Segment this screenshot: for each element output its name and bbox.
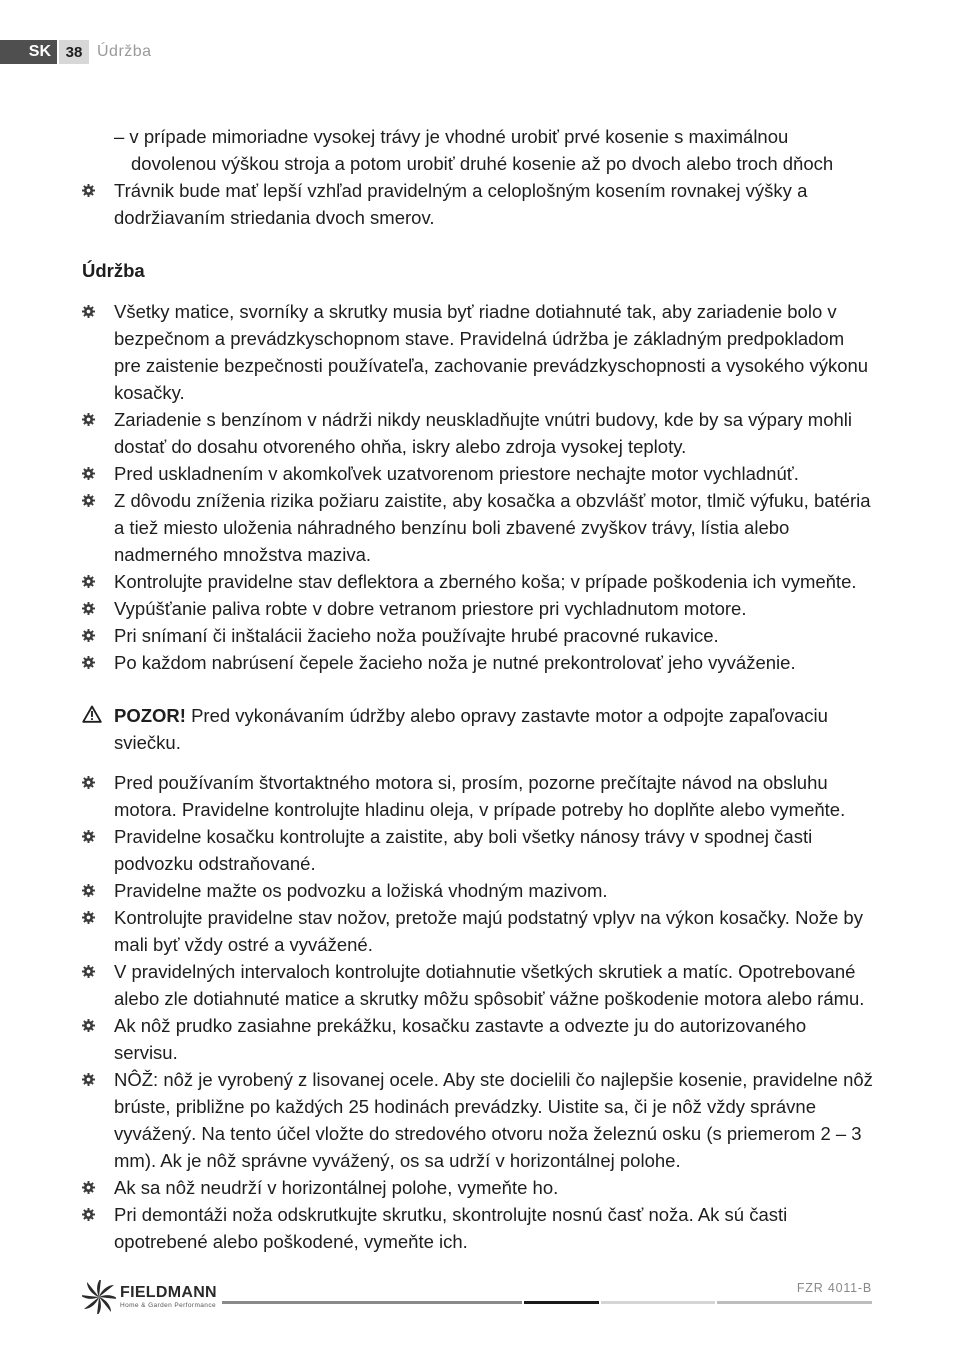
page-footer [0, 1278, 954, 1318]
warning-text: Pred vykonávaním údržby alebo opravy zastavte motor a odpojte zapaľovaciu sviečku. [114, 705, 828, 753]
list-item-text: Kontrolujte pravidelne stav deflektora a zberného koša; v prípade poškodenia ich vymeňte. [114, 571, 857, 592]
footer-rule [222, 1301, 522, 1304]
gear-bullet-icon [82, 911, 95, 924]
list-item [82, 622, 874, 649]
list-item [82, 406, 874, 460]
list-item-text: Po každom nabrúsení čepele žacieho noža je nutné prekontrolovať jeho vyváženie. [114, 652, 796, 673]
list-item-text: Pri snímaní či inštalácii žacieho noža používajte hrubé pracovné rukavice. [114, 625, 719, 646]
list-item [82, 1201, 874, 1255]
page-number: 38 [59, 40, 89, 64]
fan-logo-icon [82, 1280, 116, 1314]
list-item-text: V pravidelných intervaloch kontrolujte dotiahnutie všetkých skrutiek a matíc. Opotrebované alebo zle dotiahnuté matice a skrutky môžu spôsobiť vážne poškodenie motora alebo rámu. [114, 961, 865, 1009]
warning-note [82, 702, 874, 756]
language-badge: SK [0, 40, 57, 64]
list-item [82, 769, 874, 823]
page-content [82, 123, 874, 1255]
maintenance-list-a [82, 298, 874, 676]
section-title: Údržba [97, 43, 152, 60]
list-item [82, 177, 874, 231]
list-item-text: Vypúšťanie paliva robte v dobre vetranom priestore pri vychladnutom motore. [114, 598, 747, 619]
list-item [82, 1174, 874, 1201]
list-item-text: Ak sa nôž neudrží v horizontálnej polohe, vymeňte ho. [114, 1177, 559, 1198]
gear-bullet-icon [82, 776, 95, 789]
list-item-text: Všetky matice, svorníky a skrutky musia byť riadne dotiahnuté tak, aby zariadenie bolo v bezpečnom a prevádzkyschopnom stave. Pravidelná údržba je základným predpokladom pre zaistenie bezpečnosti používateľa, zachovanie prevádzkyschopnosti a vysokého výkonu kosačky. [114, 301, 869, 403]
brand-name: FIELDMANN [120, 1283, 217, 1301]
list-item-text: Pri demontáži noža odskrutkujte skrutku, skontrolujte nosnú časť noža. Ak sú časti opotrebené alebo poškodené, vymeňte ich. [114, 1204, 788, 1252]
warning-triangle-icon [82, 705, 102, 723]
gear-bullet-icon [82, 629, 95, 642]
footer-rule-light [717, 1301, 872, 1304]
section-heading: Údržba [82, 260, 145, 281]
gear-bullet-icon [82, 965, 95, 978]
gear-bullet-icon [82, 494, 95, 507]
model-number: FZR 4011-B [796, 1281, 872, 1295]
warning-label: POZOR! [114, 705, 186, 726]
page-header [0, 40, 152, 64]
list-item [82, 823, 874, 877]
list-item-text: Pravidelne kosačku kontrolujte a zaistite, aby boli všetky nánosy trávy v spodnej časti podvozku odstraňované. [114, 826, 813, 874]
list-item-text: Kontrolujte pravidelne stav nožov, pretože majú podstatný vplyv na výkon kosačky. Nože by mali byť vždy ostré a vyvážené. [114, 907, 863, 955]
list-item-text: Pred uskladnením v akomkoľvek uzatvorenom priestore nechajte motor vychladnúť. [114, 463, 799, 484]
list-item-text: Trávnik bude mať lepší vzhľad pravidelným a celoplošným kosením rovnakej výšky a dodržiavaním striedania dvoch smerov. [114, 180, 808, 228]
list-item [82, 568, 874, 595]
maintenance-list-b [82, 769, 874, 1255]
list-item [82, 298, 874, 406]
list-item [82, 460, 874, 487]
list-item-text: NÔŽ: nôž je vyrobený z lisovanej ocele. Aby ste docielili čo najlepšie kosenie, pravidelne nôž brúste, približne po každých 25 hodinách prevádzky. Uistite sa, či je nôž vždy správne vyvážený. Na tento účel vložte do stredového otvoru noža železnú osku (s priemerom 2 – 3 mm). Ak je nôž správne vyvážený, os sa udrží v horizontálnej polohe. [114, 1069, 873, 1171]
list-item-text: Zariadenie s benzínom v nádrži nikdy neuskladňujte vnútri budovy, kde by sa výpary mohli dostať do dosahu otvoreného ohňa, iskry alebo zdroja vysokej teploty. [114, 409, 852, 457]
list-item [82, 1066, 874, 1174]
gear-bullet-icon [82, 1019, 95, 1032]
gear-bullet-icon [82, 413, 95, 426]
list-item [82, 958, 874, 1012]
brand-tagline: Home & Garden Performance [120, 1301, 216, 1309]
list-item-text: Pred používaním štvortaktného motora si, prosím, pozorne prečítajte návod na obsluhu motora. Pravidelne kontrolujte hladinu oleja, v prípade potreby ho doplňte alebo vymeňte. [114, 772, 846, 820]
gear-bullet-icon [82, 1208, 95, 1221]
list-item [82, 487, 874, 568]
gear-bullet-icon [82, 305, 95, 318]
gear-bullet-icon [82, 184, 95, 197]
gear-bullet-icon [82, 467, 95, 480]
footer-rule-accent [524, 1301, 599, 1304]
list-item-text: Ak nôž prudko zasiahne prekážku, kosačku zastavte a odvezte ju do autorizovaného servisu. [114, 1015, 807, 1063]
list-item [82, 904, 874, 958]
list-item-text: Z dôvodu zníženia rizika požiaru zaistite, aby kosačka a obzvlášť motor, tlmič výfuku, batéria a tiež miesto uloženia náhradného benzínu boli zbavené zvyškov trávy, lístia alebo nadmerného množstva maziva. [114, 490, 871, 565]
list-item [82, 1012, 874, 1066]
intro-dash-item: – v prípade mimoriadne vysokej trávy je vhodné urobiť prvé kosenie s maximálnou dovolenou výškou stroja a potom urobiť druhé kosenie až po dvoch alebo troch dňoch [114, 126, 834, 174]
gear-bullet-icon [82, 575, 95, 588]
list-item [82, 595, 874, 622]
list-item-text: Pravidelne mažte os podvozku a ložiská vhodným mazivom. [114, 880, 608, 901]
gear-bullet-icon [82, 830, 95, 843]
footer-rule-light [601, 1301, 715, 1304]
gear-bullet-icon [82, 1073, 95, 1086]
gear-bullet-icon [82, 602, 95, 615]
brand-logo [82, 1280, 217, 1314]
list-item [82, 649, 874, 676]
list-item [82, 877, 874, 904]
gear-bullet-icon [82, 884, 95, 897]
gear-bullet-icon [82, 656, 95, 669]
gear-bullet-icon [82, 1181, 95, 1194]
